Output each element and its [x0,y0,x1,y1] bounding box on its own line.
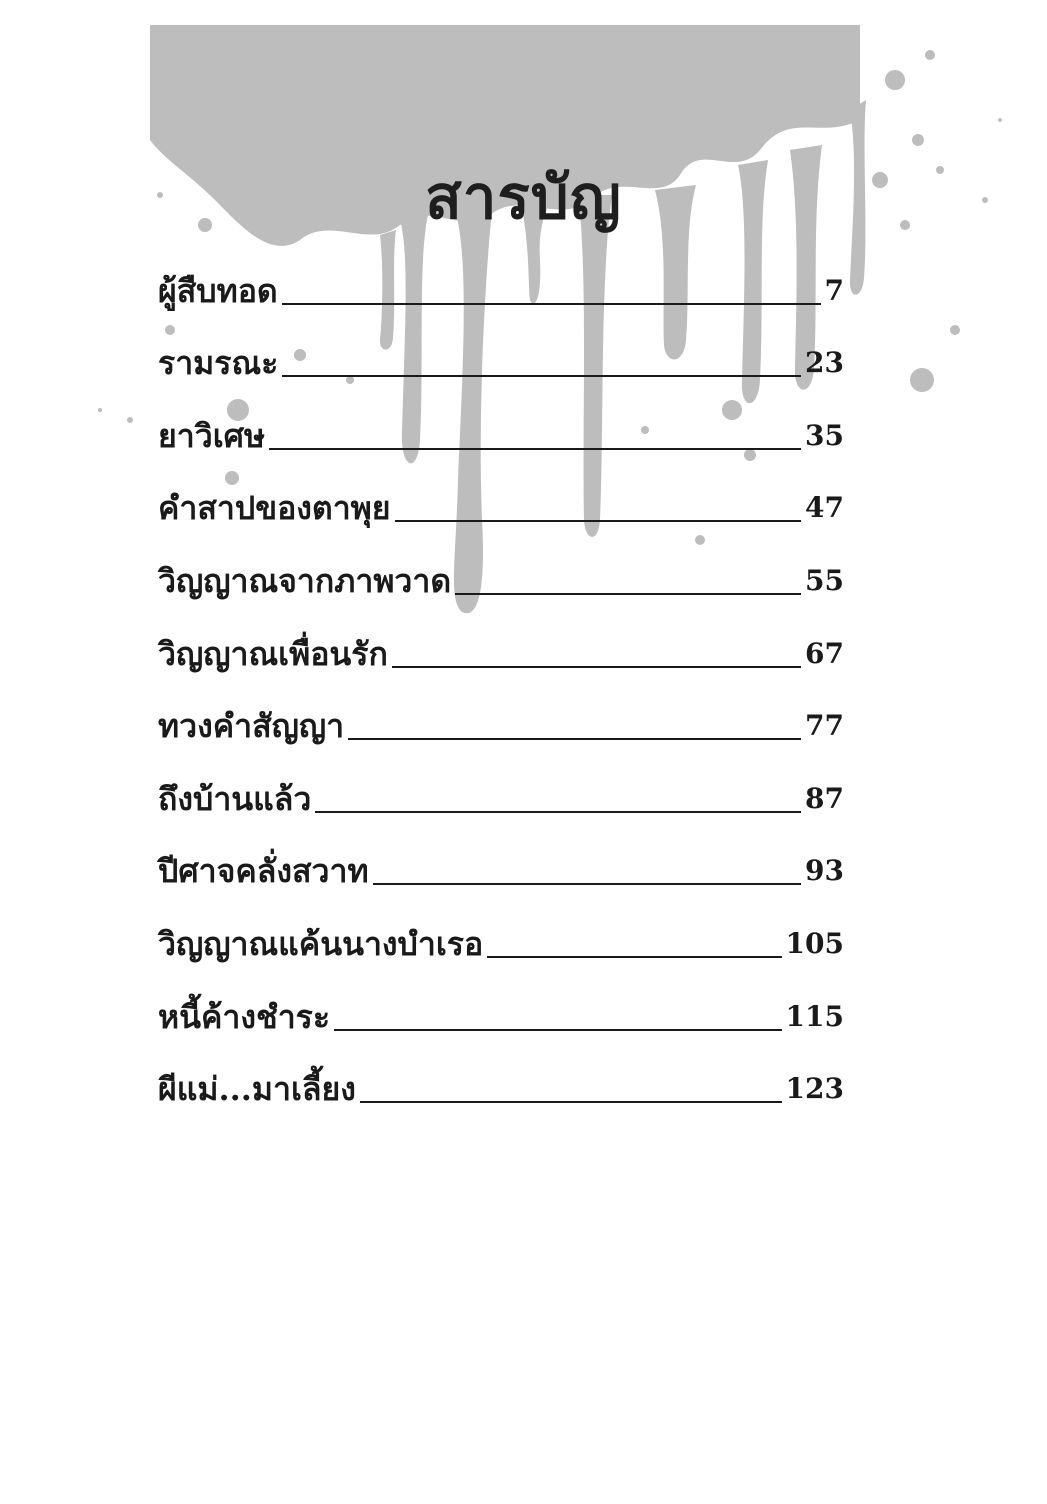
toc-entry[interactable] [158,385,844,458]
toc-entry-title: วิญญาณจากภาพวาด [158,561,452,600]
toc-leader-line [282,375,801,377]
toc-entry[interactable] [158,240,844,313]
toc-page-number: 77 [805,709,844,743]
toc-entry-title: ผู้สืบทอด [158,271,278,310]
toc-page-number: 67 [805,636,844,670]
page-title: สารบัญ [425,163,622,233]
toc-leader-line [269,448,801,450]
toc-page-number: 115 [785,999,844,1033]
toc-entry[interactable] [158,748,844,821]
toc-entry[interactable] [158,676,844,749]
toc-leader-line [455,593,801,595]
toc-page-number: 93 [805,854,844,888]
toc-leader-line [315,811,801,813]
toc-entry-title: ปีศาจคลั่งสวาท [158,852,369,891]
toc-leader-line [395,520,802,522]
toc-entry[interactable] [158,603,844,676]
toc-entry[interactable] [158,1039,844,1112]
toc-entry[interactable] [158,458,844,531]
toc-entry[interactable] [158,821,844,894]
toc-leader-line [360,1101,782,1103]
toc-entry-title: ทวงคำสัญญา [158,707,345,746]
toc-entry[interactable] [158,530,844,603]
toc-entry-title: วิญญาณเพื่อนรัก [158,634,388,673]
toc-leader-line [487,956,781,958]
toc-entry-title: วิญญาณแค้นนางบำเรอ [158,924,484,963]
toc-leader-line [348,738,801,740]
toc-entry[interactable] [158,893,844,966]
toc-entry[interactable] [158,966,844,1039]
toc-leader-line [334,1029,782,1031]
toc-entry[interactable] [158,313,844,386]
toc-page-number: 47 [805,491,844,525]
toc-page-number: 55 [805,563,844,597]
toc-leader-line [373,883,801,885]
toc-page-number: 87 [805,781,844,815]
toc-page-number: 123 [785,1072,844,1106]
toc-entry-title: ยาวิเศษ [158,416,266,455]
toc-entry-title: คำสาปของตาพุย [158,489,391,528]
toc-entry-title: รามรณะ [158,344,279,383]
toc-entry-title: ผีแม่...มาเลี้ยง [158,1070,356,1109]
toc-page-number: 23 [805,346,844,380]
table-of-contents [158,240,844,1111]
toc-page-number: 7 [824,273,844,307]
toc-leader-line [392,666,801,668]
toc-page-number: 35 [805,418,844,452]
toc-entry-title: ถึงบ้านแล้ว [158,779,312,818]
toc-entry-title: หนี้ค้างชำระ [158,997,331,1036]
toc-page-number: 105 [785,926,844,960]
toc-leader-line [282,303,821,305]
